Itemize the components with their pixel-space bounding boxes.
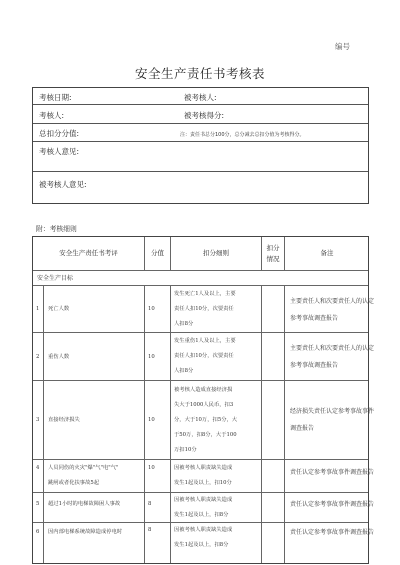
- header-deduction-status-line2: 情况: [266, 254, 280, 263]
- info-row-assessor-opinion: [33, 142, 368, 172]
- assessee-score-label: 被考核得分:: [184, 111, 225, 120]
- row-deduction-detail: 发生重伤1人及以上，主要 责任人扣10分，次要责任 人扣8分: [174, 338, 236, 374]
- assessment-detail-table: [32, 236, 375, 564]
- row-points: 10: [148, 354, 155, 360]
- header-remarks: 备注: [320, 249, 334, 258]
- row-deduction-detail: 被考核人造成直接经济损 失大于1000人民币，扣3 分，大于10万，扣5分，大 于50万，扣8分，大于100 万扣10分: [174, 387, 238, 453]
- assessment-date-label: 考核日期:: [39, 93, 72, 102]
- row-item: 因内部电梯系统故障造成停电时: [48, 529, 123, 535]
- document-number-label: 编号: [335, 42, 350, 51]
- row-points: 10: [148, 306, 155, 312]
- table-row: [33, 286, 375, 333]
- row-points: 10: [148, 417, 155, 423]
- info-row-assessor: [33, 105, 368, 124]
- row-points: 10: [148, 465, 155, 471]
- assessment-info-table: [32, 87, 369, 204]
- row-deduction-detail: 因被考核人职责缺失造成 发生1起及以上，扣8分: [174, 497, 233, 518]
- table-row: [33, 460, 375, 493]
- header-item: 安全生产责任书考评: [33, 237, 145, 270]
- info-row-deduction: [33, 124, 368, 142]
- row-number: 2: [36, 354, 40, 360]
- row-item: 死亡人数: [48, 306, 70, 312]
- section-row: [33, 271, 368, 286]
- row-deduction-detail: 因被考核人职责缺失造成 发生1起及以上，扣10分: [174, 465, 233, 486]
- header-deduction-detail: 扣分细则: [171, 237, 262, 270]
- row-number: 3: [36, 417, 40, 423]
- info-row-date: [33, 88, 368, 105]
- assessee-opinion-label: 被考核人意见:: [39, 180, 87, 189]
- assessee-label: 被考核人:: [184, 93, 217, 102]
- scoring-note: 注：责任书总分100分，总分减去总扣分值为考核得分。: [180, 132, 305, 138]
- assessor-label: 考核人:: [39, 111, 65, 120]
- section-title: 安全生产目标: [37, 275, 74, 282]
- appendix-label: 附：考核细则: [36, 225, 77, 233]
- row-item: 直接经济损失: [48, 417, 80, 423]
- row-number: 1: [36, 306, 40, 312]
- row-remarks: 责任认定参考事故事件调查报告: [290, 501, 375, 508]
- row-remarks: 经济损失责任认定参考事故事件 调查报告: [290, 408, 375, 432]
- detail-header-row: [33, 237, 368, 271]
- row-deduction-detail: 因被考核人职责缺失造成 发生1起及以上，扣8分: [174, 527, 233, 548]
- row-remarks: 责任认定参考事故事件调查报告: [290, 469, 375, 476]
- header-deduction-status: [262, 237, 285, 270]
- row-number: 4: [36, 465, 40, 471]
- table-row: [33, 381, 375, 460]
- row-points: 8: [148, 527, 152, 533]
- row-remarks: 主要责任人和次要责任人的认定 参考事故调查报告: [290, 298, 375, 322]
- info-row-assessee-opinion: [33, 172, 368, 203]
- header-deduction-status-line1: 扣分: [266, 244, 280, 253]
- row-deduction-detail: 发生死亡1人及以上，主要 责任人扣10分，次要责任 人扣8分: [174, 291, 236, 327]
- row-number: 5: [36, 501, 40, 507]
- table-row: [33, 523, 375, 563]
- row-item: 超过1小时的电梯故障困人事故: [48, 501, 121, 507]
- row-remarks: 责任认定参考事故事件调查报告: [290, 529, 375, 536]
- row-item: 人员同伤的火灾"爆"气"电"气" 跳闸或者化扶事故5起: [48, 465, 119, 486]
- row-remarks: 主要责任人和次要责任人的认定 参考事故调查报告: [290, 345, 375, 369]
- table-row: [33, 493, 375, 523]
- assessor-opinion-label: 考核人意见:: [39, 147, 80, 156]
- row-number: 6: [36, 529, 40, 535]
- document-title: 安全生产责任书考核表: [134, 66, 265, 81]
- row-item: 重伤人数: [48, 354, 70, 360]
- table-row: [33, 333, 375, 381]
- header-points: 分值: [145, 237, 171, 270]
- row-points: 8: [148, 501, 152, 507]
- total-deduction-label: 总扣分分值:: [39, 129, 80, 138]
